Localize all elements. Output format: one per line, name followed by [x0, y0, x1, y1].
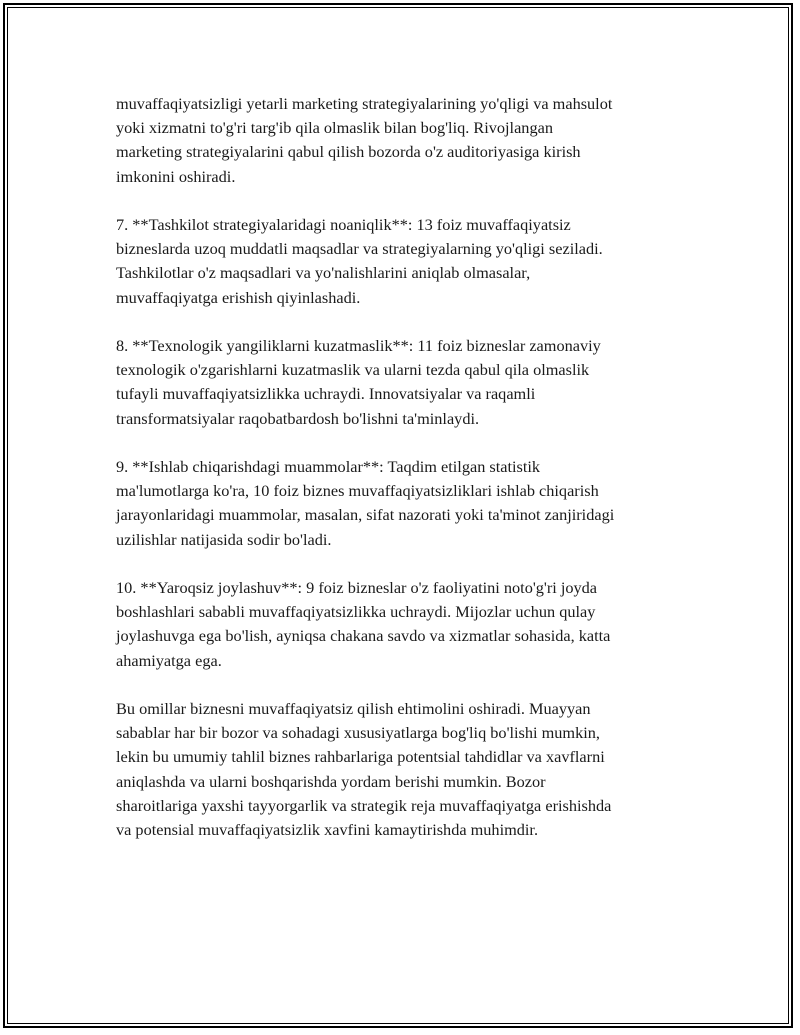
paragraph-item-9: 9. **Ishlab chiqarishdagi muammolar**: Taqdim etilgan statistik ma'lumotlarga ko'ra, 10 foiz biznes muvaffaqiyatsizliklari ishlab chiqarish jarayonlaridagi muammolar, masalan, sifat nazorati yoki ta'minot zanjiridagi uzilishlar natijasida sodir bo'ladi.	[116, 457, 615, 549]
paragraph-marketing-continuation: muvaffaqiyatsizligi yetarli marketing strategiyalarining yo'qligi va mahsulot yoki xizmatni to'g'ri targ'ib qila olmaslik bilan bog'liq. Rivojlangan marketing strategiyalarini qabul qilish bozorda o'z auditoriyasiga kirish imkonini oshiradi.	[116, 94, 613, 186]
paragraph-conclusion: Bu omillar biznesni muvaffaqiyatsiz qilish ehtimolini oshiradi. Muayyan sabablar har bir bozor va sohadagi xususiyatlarga bog'liq bo'lishi mumkin, lekin bu umumiy tahlil biznes rahbarlariga potentsial tahdidlar va xavflarni aniqlashda va ularni boshqarishda yordam berishi mumkin. Bozor sharoitlariga yaxshi tayyorgarlik va strategik reja muvaffaqiyatga erishishda va potensial muvaffaqiyatsizlik xavfini kamaytirishda muhimdir.	[116, 699, 612, 840]
document-body	[116, 92, 696, 866]
paragraph-item-8: 8. **Texnologik yangiliklarni kuzatmaslik**: 11 foiz bizneslar zamonaviy texnologik o'zgarishlarni kuzatmaslik va ularni tezda qabul qila olmaslik tufayli muvaffaqiyatsizlikka uchraydi. Innovatsiyalar va raqamli transformatsiyalar raqobatbardosh bo'lishni ta'minlaydi.	[116, 336, 601, 428]
paragraph-item-7: 7. **Tashkilot strategiyalaridagi noaniqlik**: 13 foiz muvaffaqiyatsiz bizneslarda uzoq muddatli maqsadlar va strategiyalarning yo'qligi seziladi. Tashkilotlar o'z maqsadlari va yo'nalishlarini aniqlab olmasalar, muvaffaqiyatga erishish qiyinlashadi.	[116, 215, 603, 307]
paragraph-item-10: 10. **Yaroqsiz joylashuv**: 9 foiz bizneslar o'z faoliyatini noto'g'ri joyda boshlashlari sababli muvaffaqiyatsizlikka uchraydi. Mijozlar uchun qulay joylashuvga ega bo'lish, ayniqsa chakana savdo va xizmatlar sohasida, katta ahamiyatga ega.	[116, 578, 611, 670]
